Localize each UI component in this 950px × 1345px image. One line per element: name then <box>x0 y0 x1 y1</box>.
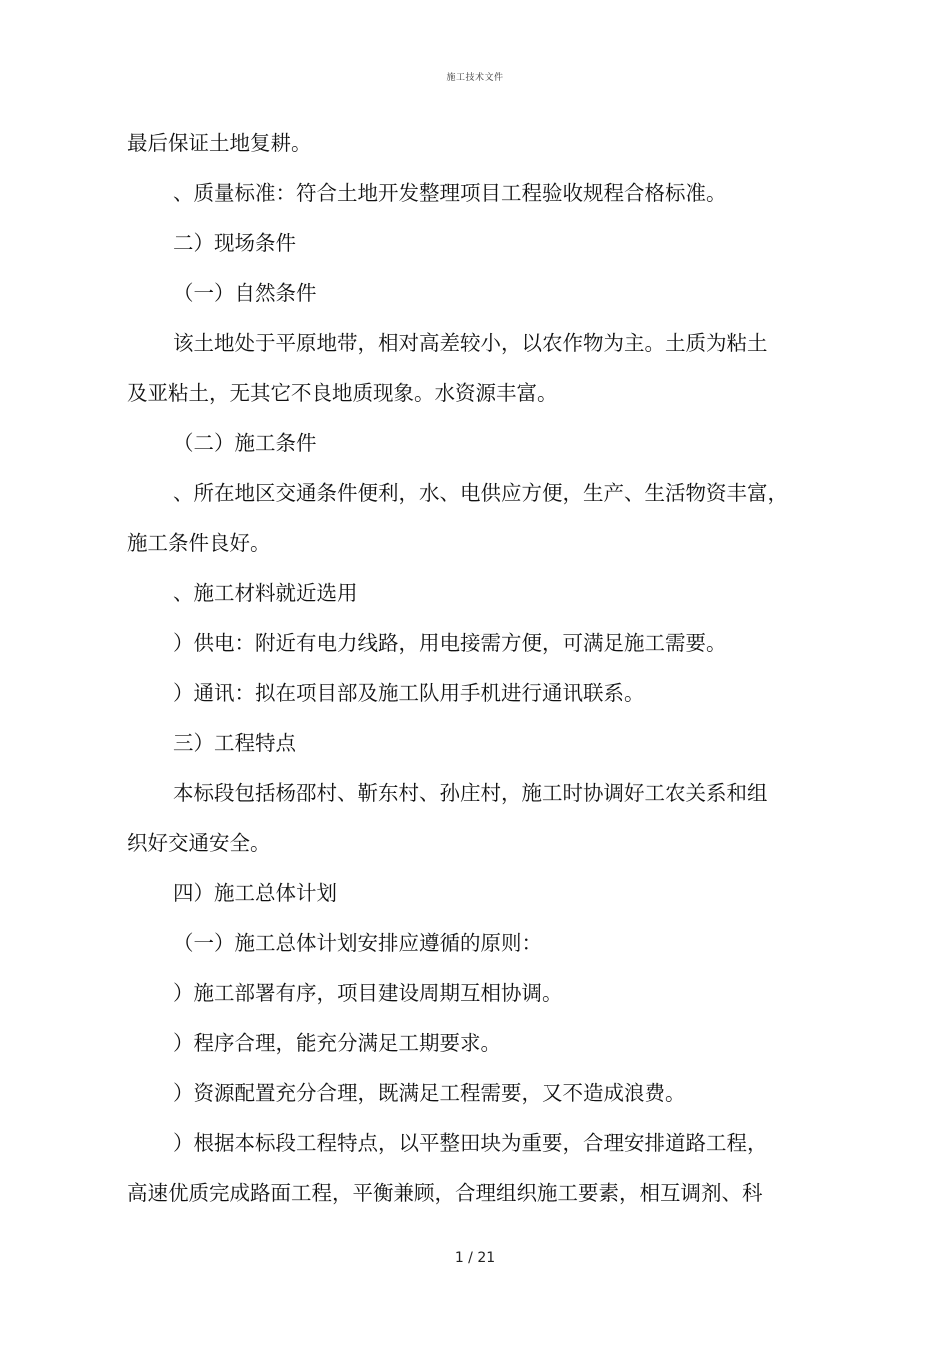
paragraph-line: 高速优质完成路面工程，平衡兼顾，合理组织施工要素，相互调剂、科 <box>127 1181 763 1205</box>
paragraph-line: ）根据本标段工程特点，以平整田块为重要，合理安排道路工程， <box>173 1131 768 1155</box>
paragraph-line: ）程序合理，能充分满足工期要求。 <box>173 1031 501 1055</box>
paragraph-line: 、质量标准：符合土地开发整理项目工程验收规程合格标准。 <box>173 181 727 205</box>
subsection-heading: （二）施工条件 <box>173 431 317 455</box>
page-number: 1 / 21 <box>454 1250 496 1266</box>
paragraph-line: 、施工材料就近选用 <box>173 581 358 605</box>
section-heading: 二）现场条件 <box>173 231 296 255</box>
paragraph-line: 及亚粘土，无其它不良地质现象。水资源丰富。 <box>127 381 558 405</box>
paragraph-line: 、所在地区交通条件便利，水、电供应方便，生产、生活物资丰富， <box>173 481 788 505</box>
paragraph-line: 本标段包括杨邵村、靳东村、孙庄村，施工时协调好工农关系和组 <box>173 781 768 805</box>
paragraph-line: 施工条件良好。 <box>127 531 271 555</box>
section-heading: 四）施工总体计划 <box>173 881 337 905</box>
paragraph-line: 织好交通安全。 <box>127 831 271 855</box>
subsection-heading: （一）自然条件 <box>173 281 317 305</box>
subsection-heading: （一）施工总体计划安排应遵循的原则： <box>173 931 542 955</box>
paragraph-line: 最后保证土地复耕。 <box>127 131 312 155</box>
paragraph-line: ）资源配置充分合理，既满足工程需要，又不造成浪费。 <box>173 1081 686 1105</box>
paragraph-line: ）供电：附近有电力线路，用电接需方便，可满足施工需要。 <box>173 631 727 655</box>
paragraph-line: ）施工部署有序，项目建设周期互相协调。 <box>173 981 563 1005</box>
page-header: 施工技术文件 <box>446 73 504 83</box>
paragraph-line: 该土地处于平原地带，相对高差较小，以农作物为主。土质为粘土 <box>173 331 768 355</box>
paragraph-line: ）通讯：拟在项目部及施工队用手机进行通讯联系。 <box>173 681 645 705</box>
section-heading: 三）工程特点 <box>173 731 296 755</box>
